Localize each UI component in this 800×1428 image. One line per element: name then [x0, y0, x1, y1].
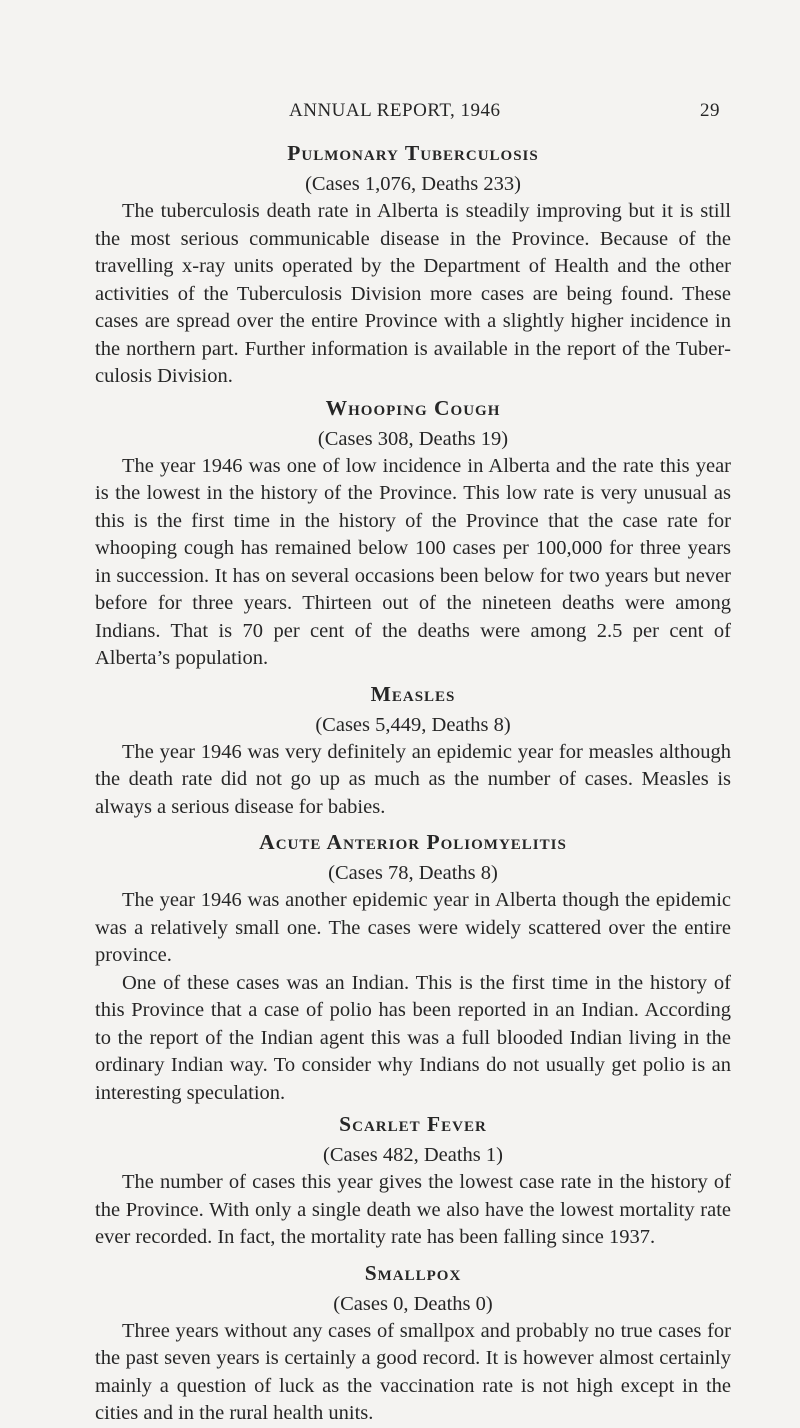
section-heading: Scarlet Fever — [339, 1112, 487, 1136]
section-heading: Pulmonary Tuberculosis — [287, 141, 539, 165]
section-acute-anterior-poliomyelitis — [95, 829, 731, 1107]
document-body — [95, 140, 731, 1428]
section-case-counts: (Cases 0, Deaths 0) — [333, 1292, 493, 1315]
section-case-counts: (Cases 78, Deaths 8) — [328, 862, 498, 884]
running-head-title: ANNUAL REPORT, 1946 — [289, 100, 501, 121]
section-smallpox — [95, 1260, 731, 1428]
section-case-counts: (Cases 5,449, Deaths 8) — [315, 713, 511, 736]
section-whooping-cough — [95, 395, 731, 673]
section-heading: Measles — [370, 681, 456, 706]
section-heading: Acute Anterior Poliomyelitis — [259, 830, 567, 854]
running-head — [0, 100, 800, 124]
section-scarlet-fever — [95, 1111, 731, 1252]
section-paragraph: The year 1946 was one of low incidence in Alberta and the rate this year is the lowest in the history of the Province. This low rate is very unusual as this is the first time in the history of the Province that the case rate for whooping cough has remained below 100 cases per 100,000 for three years in succession. It has on several occasions been below for two years but never before for three years. Thirteen out of the nineteen deaths were among Indians. That is 70 per cent of the deaths were among 2.5 per cent of Alberta’s population. — [95, 454, 731, 669]
section-case-counts: (Cases 308, Deaths 19) — [317, 427, 509, 450]
section-paragraph: One of these cases was an Indian. This is the first time in the history of this Province that a case of polio has been reported in an Indian. According to the report of the Indian agent this was a full blooded Indian living in the ordinary Indian way. To consider why Indians do not usually get polio is an interesting speculation. — [95, 971, 731, 1104]
section-measles — [95, 681, 731, 822]
section-paragraph: The year 1946 was very definitely an epidemic year for measles although the death rate did not go up as much as the number of cases. Measles is always a serious disease for babies. — [95, 740, 731, 818]
section-case-counts: (Cases 482, Deaths 1) — [323, 1144, 503, 1166]
section-paragraph: The number of cases this year gives the lowest case rate in the history of the Province. With only a single death we also have the lowest mortality rate ever recorded. In fact, the mortality rate has been falling since 1937. — [95, 1171, 731, 1248]
section-paragraph: The tuberculosis death rate in Alberta is steadily improving but it is still the most serious communicable disease in the Province. Because of the travelling x-ray units operated by the Department of Health and the other activities of the Tuberculosis Division more cases are being found. These cases are spread over the entire Province with a slightly higher incidence in the northern part. Further information is available in the report of the Tuberculosis Division. — [95, 200, 731, 387]
section-pulmonary-tuberculosis — [95, 140, 731, 391]
section-heading: Whooping Cough — [325, 395, 501, 420]
section-paragraph: The year 1946 was another epidemic year in Alberta though the epidemic was a relatively small one. The cases were widely scattered over the entire province. — [95, 889, 731, 966]
section-paragraph: Three years without any cases of smallpox and probably no true cases for the past seven years is certainly a good record. It is however almost certainly mainly a question of luck as the vaccination rate is not high except in the cities and in the rural health units. — [95, 1319, 731, 1424]
section-heading: Smallpox — [364, 1260, 462, 1285]
page-number: 29 — [700, 100, 720, 121]
section-case-counts: (Cases 1,076, Deaths 233) — [305, 173, 521, 195]
